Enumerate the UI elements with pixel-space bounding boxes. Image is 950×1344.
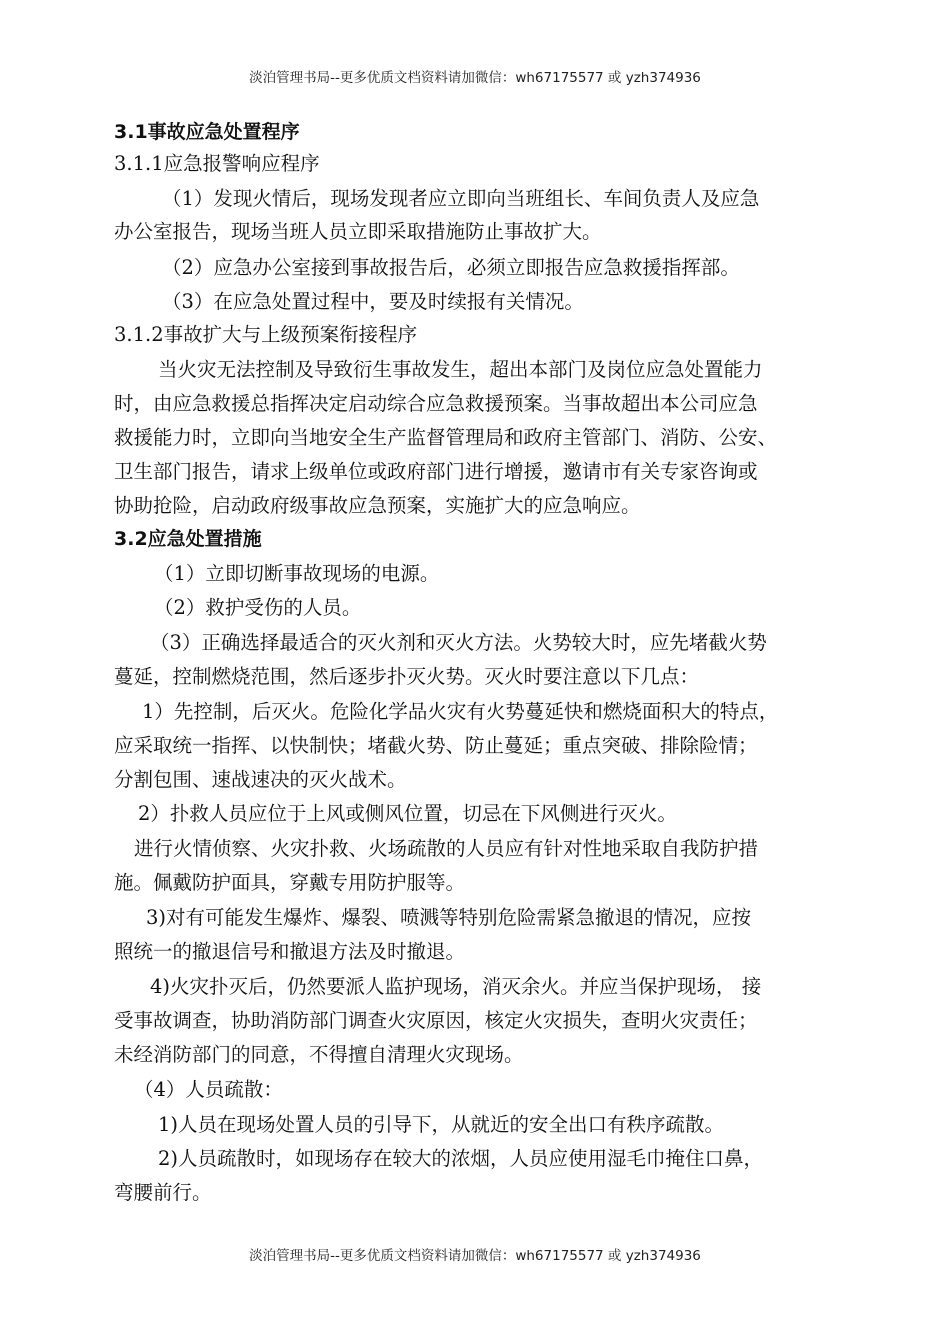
paragraph-line: 照统一的撤退信号和撤退方法及时撤退。 bbox=[114, 940, 466, 963]
subsection-heading: 3.1.2事故扩大与上级预案衔接程序 bbox=[114, 323, 418, 346]
paragraph-line: 2）扑救人员应位于上风或侧风位置，切忌在下风侧进行灭火。 bbox=[138, 802, 677, 825]
paragraph-line: （3）正确选择最适合的灭火剂和灭火方法。火势较大时，应先堵截火势 bbox=[150, 631, 767, 654]
paragraph-line: 受事故调查，协助消防部门调查火灾原因，核定火灾损失，查明火灾责任； bbox=[114, 1009, 758, 1032]
paragraph-line: （4）人员疏散： bbox=[134, 1078, 283, 1101]
paragraph-line: 当火灾无法控制及导致衍生事故发生，超出本部门及岗位应急处置能力 bbox=[158, 358, 763, 381]
paragraph-line: 卫生部门报告，请求上级单位或政府部门进行增援，邀请市有关专家咨询或 bbox=[114, 460, 758, 483]
paragraph-line: （1）发现火情后，现场发现者应立即向当班组长、车间负责人及应急 bbox=[162, 187, 760, 210]
paragraph-line: 3)对有可能发生爆炸、爆裂、喷溅等特别危险需紧急撤退的情况，应按 bbox=[146, 906, 752, 929]
paragraph-line: 1）先控制，后灭火。危险化学品火灾有火势蔓延快和燃烧面积大的特点， bbox=[142, 700, 779, 723]
page-footer: 淡泊管理书局--更多优质文档资料请加微信：wh67175577 或 yzh374936 bbox=[249, 1248, 701, 1264]
paragraph-line: 协助抢险，启动政府级事故应急预案，实施扩大的应急响应。 bbox=[114, 494, 641, 517]
paragraph-line: （2）应急办公室接到事故报告后，必须立即报告应急救援指挥部。 bbox=[162, 256, 740, 279]
page-header: 淡泊管理书局--更多优质文档资料请加微信：wh67175577 或 yzh374936 bbox=[249, 70, 701, 86]
paragraph-line: 1)人员在现场处置人员的引导下，从就近的安全出口有秩序疏散。 bbox=[158, 1113, 725, 1136]
section-heading: 3.1事故应急处置程序 bbox=[114, 121, 300, 143]
paragraph-line: （3）在应急处置过程中，要及时续报有关情况。 bbox=[162, 290, 584, 313]
section-heading: 3.2应急处置措施 bbox=[114, 528, 262, 550]
paragraph-line: 分割包围、速战速决的灭火战术。 bbox=[114, 768, 407, 791]
paragraph-line: 蔓延，控制燃烧范围，然后逐步扑灭火势。灭火时要注意以下几点： bbox=[114, 665, 700, 688]
paragraph-line: 弯腰前行。 bbox=[114, 1181, 212, 1204]
paragraph-line: （1）立即切断事故现场的电源。 bbox=[154, 562, 440, 585]
paragraph-line: 进行火情侦察、火灾扑救、火场疏散的人员应有针对性地采取自我防护措 bbox=[134, 837, 759, 860]
paragraph-line: 施。佩戴防护面具，穿戴专用防护服等。 bbox=[114, 871, 466, 894]
paragraph-line: 2)人员疏散时，如现场存在较大的浓烟，人员应使用湿毛巾掩住口鼻， bbox=[158, 1147, 764, 1170]
paragraph-line: 未经消防部门的同意，不得擅自清理火灾现场。 bbox=[114, 1043, 524, 1066]
paragraph-line: 时，由应急救援总指挥决定启动综合应急救援预案。当事故超出本公司应急 bbox=[114, 392, 758, 415]
subsection-heading: 3.1.1应急报警响应程序 bbox=[114, 152, 320, 175]
paragraph-line: （2）救护受伤的人员。 bbox=[154, 596, 362, 619]
paragraph-line: 救援能力时，立即向当地安全生产监督管理局和政府主管部门、消防、公安、 bbox=[114, 426, 778, 449]
paragraph-line: 4)火灾扑灭后，仍然要派人监护现场，消灭余火。并应当保护现场， 接 bbox=[150, 975, 762, 998]
paragraph-line: 办公室报告，现场当班人员立即采取措施防止事故扩大。 bbox=[114, 220, 602, 243]
paragraph-line: 应采取统一指挥、以快制快；堵截火势、防止蔓延；重点突破、排除险情； bbox=[114, 734, 758, 757]
